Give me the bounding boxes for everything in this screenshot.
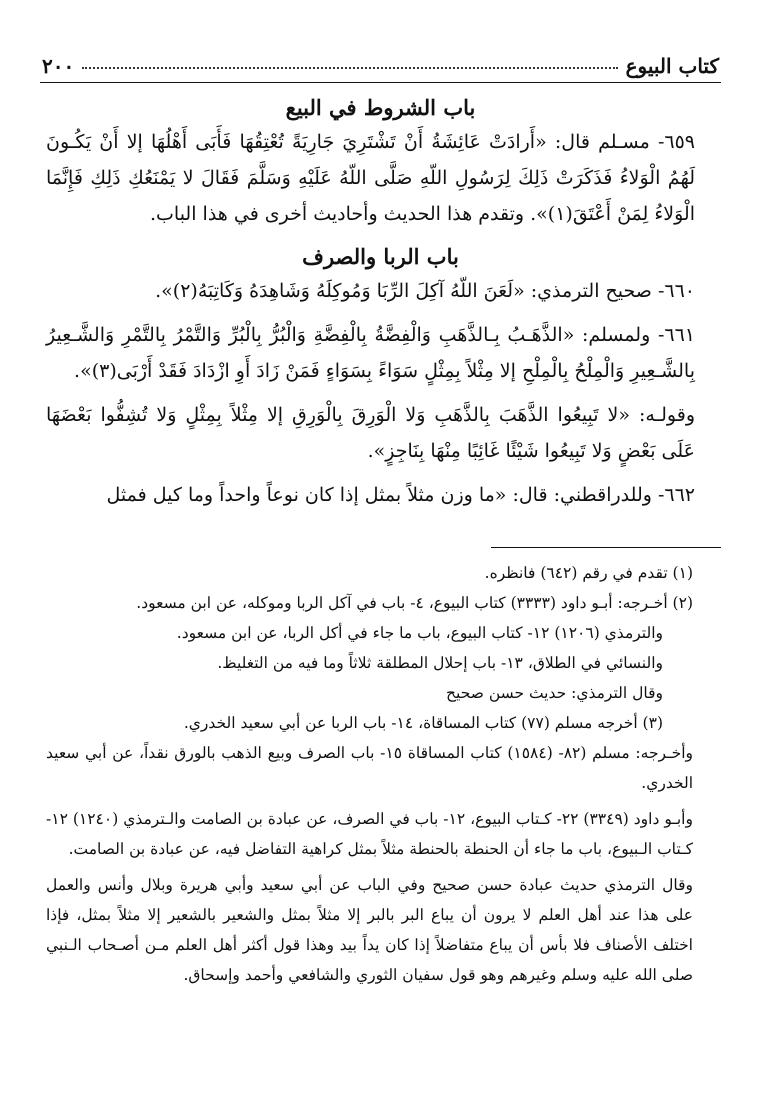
section-heading-conditions: باب الشروط في البيع bbox=[285, 95, 476, 120]
hadith-661: ٦٦١- ولمسلم: «الذَّهَـبُ بِـالذَّهَبِ وَالْفِضَّةُ بِالْفِضَّةِ وَالْبُرُّ بِالْبُرِّ وَالتَّمْرُ بِالتَّمْرِ وَالشَّـعِيرُ بِالشَّـعِيرِ وَالْمِلْحُ بِالْمِلْحِ إلا مِثْلاً بِمِثْلٍ سَوَاءً بِسَوَاءٍ فَمَنْ زَادَ أَوِ ازْدَادَ فَقَدْ أَرْبَى(٣)». bbox=[46, 324, 695, 382]
footnote-2-nasai: والنسائي في الطلاق، ١٣- باب إحلال المطلقة ثلاثاً وما فيه من التغليظ. bbox=[217, 654, 663, 672]
footnote-3-abudawud: وأبـو داود (٣٣٤٩) ٢٢- كـتاب البيوع، ١٢- باب في الصرف، عن عبادة بن الصامت والـترمذي (١٢٤٠) ١٢- كـتاب الـبيوع، باب ما جاء أن الحنطة بالحنطة مثلاً بمثل كراهية التفاضل فيه، عن عبادة بن الصامت. bbox=[46, 810, 693, 858]
footnote-3-tirmidhi-comment: وقال الترمذي حديث عبادة حسن صحيح وفي الباب عن أبي سعيد وأبي هريرة وبلال وأنس والعمل على هذا عند أهل العلم لا يرون أن يباع البر بالبر إلا مثلاً بمثل والشعير بالشعير إلا مثلاً بمثل، فإذا اختلف الأصناف فلا بأس أن يباع متفاضلاً إذا كان يداً بيد وهذا قول أكثر أهل العلم مـن أصـحاب الـنبي صلى الله عليه وسلم وغيرهم وهو قول سفيان الثوري والشافعي وأحمد وإسحاق. bbox=[46, 876, 693, 984]
hadith-659: ٦٥٩- مسـلم قال: «أَرادَتْ عَائِشَةُ أَنْ تَشْتَرِيَ جَارِيَةً تُعْتِقُهَا فَأَبَى أَهْلُهَا إلا أَنْ يَكُـونَ لَهُمُ الْوَلاءُ فَذَكَرَتْ ذَلِكَ لِرَسُولِ اللّهِ صَلَّى اللّهُ عَلَيْهِ وَسَلَّمَ فَقَالَ لا يَمْنَعُكِ ذَلِكِ فَإِنَّمَا الْوَلاءُ لِمَنْ أَعْتَقَ(١)». وتقدم هذا الحديث وأحاديث أخرى في هذا الباب. bbox=[46, 131, 696, 225]
chapter-title: كتاب البيوع bbox=[625, 54, 719, 78]
footnote-2-grading: وقال الترمذي: حديث حسن صحيح bbox=[446, 684, 663, 702]
section-heading-riba: باب الربا والصرف bbox=[302, 244, 459, 269]
page-number: ٢٠٠ bbox=[42, 54, 75, 78]
footnote-1: (١) تقدم في رقم (٦٤٢) فانظره. bbox=[484, 564, 693, 582]
hadith-661-continued: وقولـه: «لا تَبِيعُوا الذَّهَبَ بِالذَّهَبِ وَلا الْوَرِقَ بِالْوَرِقِ إلا مِثْلاً بِمِثْلٍ وَلا تُشِفُّوا بَعْضَهَا عَلَى بَعْضٍ وَلا تَبِيعُوا شَيْئًا غَائِبًا مِنْهَا بِنَاجِزٍ». bbox=[46, 404, 695, 462]
footnote-2-tirmidhi: والترمذي (١٢٠٦) ١٢- كتاب البيوع، باب ما جاء في أكل الربا، عن ابن مسعود. bbox=[176, 624, 663, 642]
footnote-3-muslim: وأخـرجه: مسلم (٨٢- (١٥٨٤) كتاب المساقاة ١٥- باب الصرف وبيع الذهب بالورق نقداً، عن أبي سعيد الخدري. bbox=[46, 744, 694, 792]
footnotes bbox=[40, 558, 721, 990]
running-header bbox=[40, 44, 721, 83]
footnote-separator bbox=[491, 547, 721, 548]
hadith-660: ٦٦٠- صحيح الترمذي: «لَعَنَ اللّهُ آكِلَ الرِّبَا وَمُوكِلَهُ وَشَاهِدَهُ وَكَاتِبَهُ(٢)». bbox=[155, 280, 695, 302]
hadith-662: ٦٦٢- وللدراقطني: قال: «ما وزن مثلاً بمثل إذا كان نوعاً واحداً وما كيل فمثل bbox=[106, 484, 695, 506]
leader-dots bbox=[82, 67, 617, 69]
footnote-3: (٣) أخرجه مسلم (٧٧) كتاب المساقاة، ١٤- باب الربا عن أبي سعيد الخدري. bbox=[183, 714, 663, 732]
footnote-2: (٢) أخـرجه: أبـو داود (٣٣٣٣) كتاب البيوع، ٤- باب في آكل الربا وموكله، عن ابن مسعود. bbox=[136, 594, 693, 612]
